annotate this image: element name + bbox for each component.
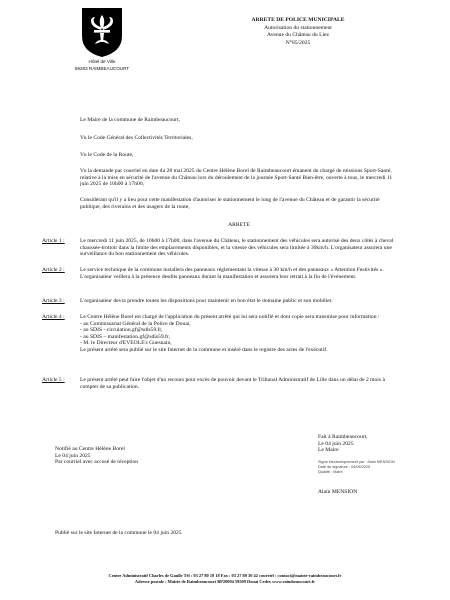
- signature-place-date: [318, 434, 368, 454]
- preamble-vu-code-route: Vu le Code de la Route,: [80, 152, 134, 158]
- article-2-label: Article 2 :: [42, 267, 65, 273]
- article-2-text: [80, 267, 398, 280]
- article-1-label: Article 1 :: [42, 238, 65, 244]
- article-1-text: [80, 238, 398, 258]
- mairie-address: [50, 58, 154, 72]
- article-2-line: Le service technique de la commune installera des panneaux réglementant la vitesse à 30 km/h et des panneaux « Attention Festivités ». L'organisateur veillera à la présence desdits panneaux durant la manifestation et assurera leur retrait à la fin de l'évènement.: [80, 267, 384, 280]
- article-3-line: L'organisateur devra prendre toutes les dispositions pour maintenir en bon état le domaine public et son mobilier.: [80, 298, 333, 304]
- signature-date: Le 04 juin 2025: [318, 440, 354, 447]
- esign-line3: Qualité : Maire: [318, 470, 343, 475]
- mairie-line2: 59283 RAIMBEAUCOURT: [74, 66, 130, 71]
- preamble-maire: Le Maire de la commune de Raimbeaucourt,: [80, 117, 180, 123]
- footer-line1: Centre Administratif Charles de Gaulle Tél : 03 27 80 18 18 Fax : 03 27 80 30 42 courriel : contact@mairie-raimbeaucourt.fr: [108, 573, 342, 578]
- article-4-line: Le Centre Hélène Borel est chargé de l'application du présent arrêté qui lui sera notifié et dont copie sera transmise pour information :: [80, 314, 380, 320]
- publication-notice: Publié sur le site Internet de la commune le 04 juin 2025: [55, 530, 182, 536]
- article-3-text: [80, 298, 398, 305]
- notification-line3: Par courriel avec accusé de réception: [55, 459, 139, 466]
- preamble-vu-demande: Vu la demande par courriel en date du 28 mai 2025 du Centre Hélène Borel de Raimbeaucourt émanent du chargé de missions Sport-Santé, relative à la mise en sécurité de l'avenue du Château lors du déroulement de la journée Sport-Santé Bien-être, ouverte à tous, le mercredi 11 juin 2025 de 10h00 à 17h00,: [80, 168, 393, 188]
- article-4-line: - au SDIS - circulation.gf@sdis59.fr,: [80, 327, 163, 334]
- article-4-line: Le présent arrêté sera publié sur le site Internet de la commune et inséré dans le registre des actes de l'exécutif.: [80, 346, 328, 353]
- esign-line2: Date de signature : 04/06/2025: [318, 465, 371, 470]
- arrete-number: N°85/2025: [285, 39, 311, 46]
- arrete-subtitle-2: Avenue du Château du Liez: [266, 32, 330, 39]
- article-5-line: Le présent arrêté peut faire l'objet d'un recours pour excès de pouvoir devant le Tribunal Administratif de Lille dans un délai de 2 mois à compter de sa publication.: [80, 377, 385, 390]
- footer-line2: Adresse postale : Mairie de Raimbeaucourt BP20094 59509 Douai Cedex www.raimbeaucourt.fr: [134, 579, 316, 585]
- fleur-de-lis-shield-icon: [80, 6, 124, 58]
- arrete-title: ARRETE DE POLICE MUNICIPALE: [251, 17, 345, 23]
- signature-role: Le Maire: [318, 447, 339, 454]
- notification-line2: Le 04 juin 2025: [55, 452, 91, 459]
- article-3-label: Article 3 :: [42, 298, 65, 304]
- footer: [45, 573, 405, 585]
- article-4-label: Article 4 :: [42, 314, 65, 320]
- electronic-signature-block: [318, 460, 395, 476]
- fait-a: Fait à Raimbeaucourt,: [318, 434, 368, 440]
- arrete-header: [228, 17, 368, 47]
- article-4-text: [80, 314, 398, 354]
- notification-line1: Notifié au Centre Hélène Borel: [55, 446, 125, 452]
- article-1-line: Le mercredi 11 juin 2025, de 10h00 à 17h00, dans l'avenue du Château, le stationnement des véhicules sera autorisé des deux côtés à cheval chaussée-trottoir dans la limite des emplacements disponibles, et la vitesse des véhicules sera limitée à 30km/h. L'organisateur assurera une surveillance du bon stationnement des véhicules.: [80, 238, 394, 258]
- article-4-line: - M. le Directeur d'EVEOLE's Guesnain,: [80, 340, 172, 347]
- arrete-subtitle-1: Autorisation du stationnement: [264, 24, 332, 31]
- esign-line1: Signé électroniquement par : Alain MENSION: [318, 460, 395, 464]
- arrete-heading: ARRETE: [228, 222, 250, 228]
- preamble-vu-cgct: Vu le Code Général des Collectivités Territoriales,: [80, 135, 193, 141]
- mairie-line1: Hôtel de Ville: [88, 59, 116, 64]
- article-5-label: Article 5 :: [42, 377, 65, 383]
- article-5-text: [80, 377, 398, 390]
- article-4-line: - au SDIS – manifestation.gf@sdis59.fr,: [80, 333, 170, 340]
- article-4-line: - au Commissariat Général de la Police de Douai,: [80, 320, 191, 327]
- signatory-name: Alain MENSION: [318, 489, 358, 495]
- notification-block: [55, 446, 138, 466]
- preamble-considerant: Considérant qu'il y a lieu pour cette manifestation d'autoriser le stationnement le long de l'avenue du Château et de garantir la sécurité publique, des riverains et des usagers de la route,: [80, 197, 380, 210]
